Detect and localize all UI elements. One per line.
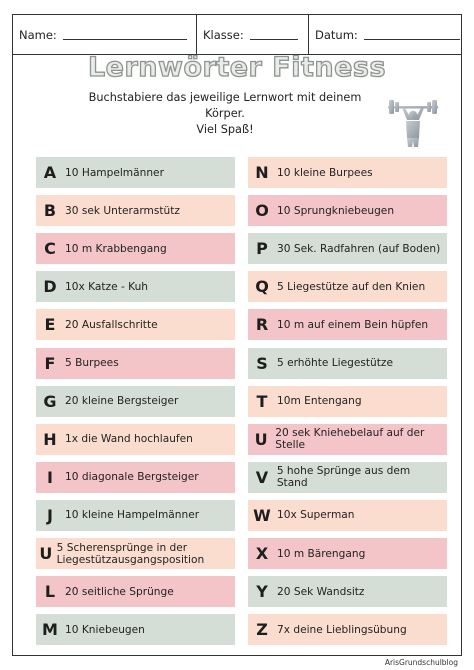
exercise-letter: G bbox=[43, 391, 57, 411]
date-line bbox=[364, 29, 460, 40]
exercise-letter: J bbox=[47, 505, 53, 525]
exercise-item-z bbox=[248, 614, 447, 645]
exercise-letter: A bbox=[43, 163, 57, 182]
exercise-item-w bbox=[248, 500, 447, 531]
exercise-letter: Z bbox=[256, 620, 268, 640]
exercise-text: 7x deine Lieblingsübung bbox=[277, 623, 407, 636]
exercise-item-v bbox=[248, 462, 447, 493]
exercise-item-g bbox=[36, 386, 235, 417]
exercise-letter: X bbox=[255, 544, 269, 563]
exercise-text: 30 sek Unterarmstütz bbox=[65, 204, 180, 217]
exercise-item-t bbox=[248, 386, 447, 417]
exercise-text: 10 Kniebeugen bbox=[65, 623, 145, 636]
exercise-letter: C bbox=[44, 239, 56, 259]
exercise-letter: D bbox=[43, 277, 57, 297]
exercise-item-d bbox=[36, 271, 235, 302]
instructions-line-2: Viel Spaß! bbox=[196, 123, 254, 136]
exercise-letter: H bbox=[43, 429, 57, 449]
date-field[interactable] bbox=[308, 15, 461, 54]
class-line bbox=[250, 29, 298, 40]
exercise-item-o bbox=[248, 195, 447, 226]
exercise-item-l bbox=[36, 576, 235, 607]
instructions-line-1: Buchstabiere das jeweilige Lernwort mit deinem Körper. bbox=[88, 91, 362, 120]
exercise-item-b bbox=[36, 195, 235, 226]
exercise-item-y bbox=[248, 576, 447, 607]
exercise-item-r bbox=[248, 309, 447, 340]
header-row bbox=[13, 15, 461, 55]
weightlifter-icon bbox=[385, 94, 441, 150]
exercise-letter: U bbox=[254, 429, 268, 449]
exercise-item-u bbox=[248, 424, 447, 455]
exercise-item-c bbox=[36, 233, 235, 264]
exercise-text: 1x die Wand hochlaufen bbox=[65, 433, 193, 446]
exercise-letter: E bbox=[44, 315, 56, 335]
exercise-item-j bbox=[36, 500, 235, 531]
exercise-letter: I bbox=[47, 467, 53, 487]
exercise-text: 10x Katze - Kuh bbox=[65, 280, 149, 293]
exercise-letter: L bbox=[44, 582, 56, 602]
exercise-letter: F bbox=[44, 353, 56, 373]
exercise-letter: T bbox=[256, 391, 268, 411]
exercise-item-n bbox=[248, 157, 447, 188]
exercise-text: 10 m auf einem Bein hüpfen bbox=[277, 318, 429, 331]
exercise-letter: N bbox=[255, 163, 269, 182]
exercise-item-h bbox=[36, 424, 235, 455]
exercise-text: 30 Sek. Radfahren (auf Boden) bbox=[277, 242, 441, 255]
exercise-text: 10 m Bärengang bbox=[277, 547, 366, 560]
exercise-item-p bbox=[248, 233, 447, 264]
exercise-text: 20 seitliche Sprünge bbox=[65, 585, 174, 598]
page-title: Lernwörter Fitness bbox=[87, 52, 387, 83]
exercise-text: 20 Sek Wandsitz bbox=[277, 585, 365, 598]
exercise-letter: R bbox=[255, 315, 269, 335]
name-label: Name: bbox=[19, 27, 57, 42]
date-label: Datum: bbox=[315, 27, 358, 42]
exercise-item-q bbox=[248, 271, 447, 302]
exercise-item-e bbox=[36, 309, 235, 340]
exercise-text: 10m Entengang bbox=[277, 395, 362, 408]
exercise-letter: S bbox=[256, 353, 268, 373]
exercise-item-i bbox=[36, 462, 235, 493]
exercise-item-m bbox=[36, 614, 235, 645]
exercise-text: 5 Liegestütze auf den Knien bbox=[277, 280, 426, 293]
exercise-text: 20 sek Kniehebelauf auf der Stelle bbox=[275, 427, 425, 452]
exercise-text: 20 Ausfallschritte bbox=[65, 318, 158, 331]
exercise-text: 10x Superman bbox=[277, 509, 355, 522]
exercise-item-s bbox=[248, 348, 447, 379]
class-field[interactable] bbox=[196, 15, 308, 54]
exercise-item-u bbox=[36, 538, 235, 569]
exercise-letter: Y bbox=[256, 582, 268, 602]
exercise-text: 10 Sprungkniebeugen bbox=[277, 204, 395, 217]
exercise-text: 5 erhöhte Liegestütze bbox=[277, 357, 393, 369]
exercise-text: 5 Burpees bbox=[65, 357, 119, 369]
exercise-letter: Q bbox=[255, 277, 269, 297]
exercise-item-f bbox=[36, 348, 235, 379]
exercise-text: 5 Scherensprünge in der Liegestützausgangsposition bbox=[56, 541, 205, 566]
exercise-letter: V bbox=[255, 467, 269, 487]
exercise-letter: P bbox=[256, 239, 268, 259]
exercise-letter: U bbox=[39, 544, 53, 563]
exercise-text: 10 Hampelmänner bbox=[65, 166, 164, 179]
exercise-text: 10 diagonale Bergsteiger bbox=[65, 471, 199, 484]
exercise-text: 20 kleine Bergsteiger bbox=[65, 395, 179, 408]
class-label: Klasse: bbox=[203, 27, 244, 42]
exercise-letter: W bbox=[253, 505, 271, 525]
instructions bbox=[70, 90, 380, 138]
exercise-text: 5 hohe Sprünge aus dem Stand bbox=[276, 465, 411, 490]
exercise-grid bbox=[36, 157, 448, 651]
exercise-letter: B bbox=[43, 201, 57, 221]
exercise-text: 10 m Krabbengang bbox=[65, 242, 167, 255]
exercise-item-x bbox=[248, 538, 447, 569]
exercise-letter: O bbox=[255, 201, 269, 221]
footer-credit: ArisGrundschulblog bbox=[384, 658, 458, 667]
exercise-letter: M bbox=[42, 620, 58, 640]
name-line bbox=[63, 29, 187, 40]
exercise-item-a bbox=[36, 157, 235, 188]
name-field[interactable] bbox=[13, 15, 196, 54]
exercise-text: 10 kleine Hampelmänner bbox=[65, 509, 200, 522]
exercise-text: 10 kleine Burpees bbox=[277, 166, 373, 179]
